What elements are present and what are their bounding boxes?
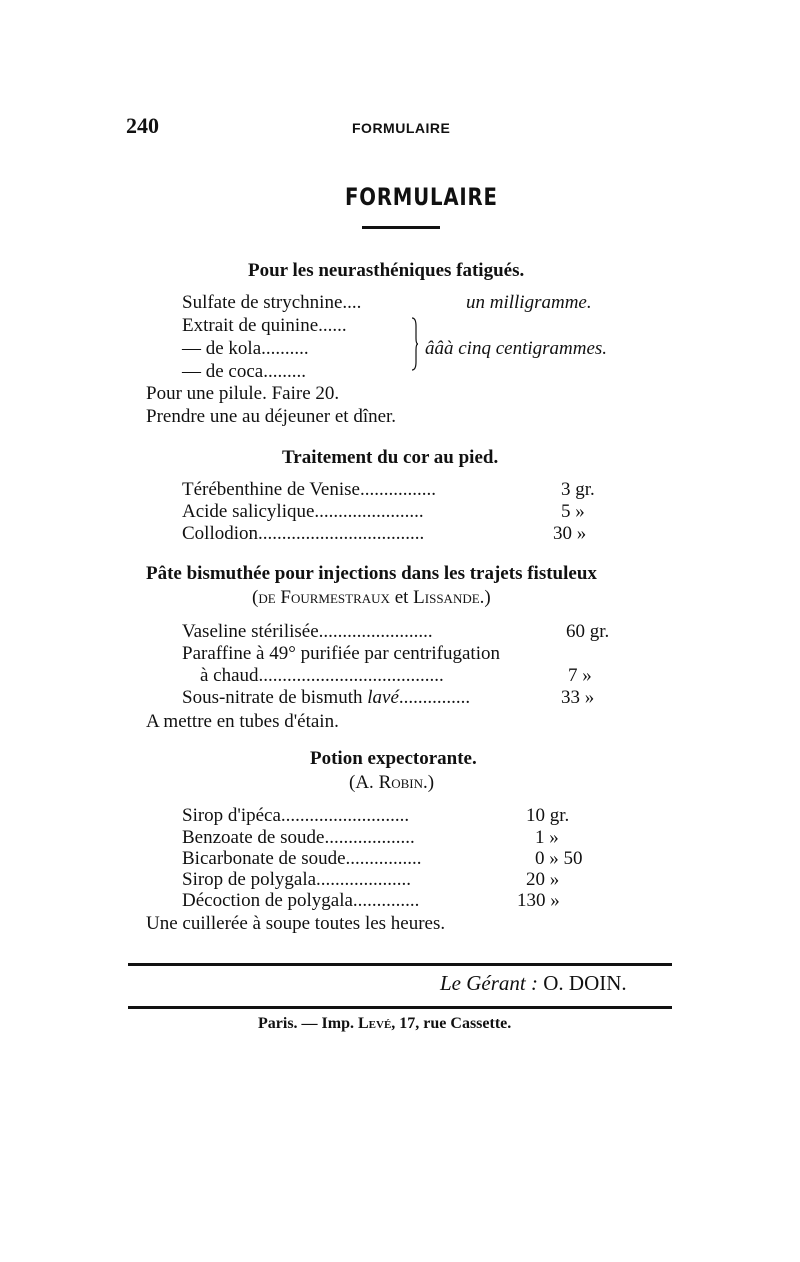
recipe-item-qty: 33 » (561, 687, 595, 708)
page-number: 240 (126, 113, 159, 138)
recipe-item-name: Extrait de quinine...... (182, 315, 347, 336)
recipe-item-qty: 10 gr. (526, 805, 570, 826)
recipe-note: Pour une pilule. Faire 20. (146, 383, 340, 404)
section-heading-potion: Potion expectorante. (310, 748, 477, 769)
section-heading-pate: Pâte bismuthée pour injections dans les trajets fistuleux (146, 563, 597, 584)
recipe-item-qty: ââà cinq centigrammes. (425, 338, 608, 359)
recipe-item-qty: un milligramme. (466, 292, 592, 313)
title-rule (362, 226, 440, 229)
imprint-footer: Paris. — Imp. Levé, 17, rue Cassette. (258, 1015, 512, 1032)
recipe-item-name: Sirop d'ipéca........................... (182, 805, 410, 826)
recipe-item-name: à chaud....................................... (200, 665, 444, 686)
divider-rule (128, 1006, 672, 1009)
recipe-item-qty: 60 gr. (566, 621, 610, 642)
recipe-item-name: Paraffine à 49° purifiée par centrifugation (182, 643, 500, 664)
recipe-item-qty: 130 » (517, 890, 560, 911)
recipe-item-name: — de coca......... (182, 361, 306, 382)
recipe-item-name: Acide salicylique....................... (182, 501, 424, 522)
recipe-item-name: Sulfate de strychnine.... (182, 292, 362, 313)
section-heading-cor: Traitement du cor au pied. (282, 447, 499, 468)
recipe-item-name: Térébenthine de Venise................ (182, 479, 436, 500)
recipe-note: Une cuillerée à soupe toutes les heures. (146, 913, 446, 934)
recipe-note: A mettre en tubes d'étain. (146, 711, 339, 732)
recipe-item-qty: 5 » (561, 501, 585, 522)
recipe-item-name: Collodion................................... (182, 523, 425, 544)
recipe-item-name: Benzoate de soude................... (182, 827, 415, 848)
section-heading-neurasthenic: Pour les neurasthéniques fatigués. (248, 260, 525, 281)
recipe-item-name: Sous-nitrate de bismuth lavé............... (182, 687, 471, 708)
recipe-item-name: Bicarbonate de soude................ (182, 848, 422, 869)
recipe-item-qty: 1 » (535, 827, 559, 848)
section-authors: (de Fourmestraux et Lissande.) (252, 587, 491, 608)
running-title: FORMULAIRE (352, 120, 451, 136)
recipe-item-qty: 30 » (553, 523, 587, 544)
brace-icon (410, 316, 418, 372)
recipe-item-name: Sirop de polygala.................... (182, 869, 412, 890)
recipe-note: Prendre une au déjeuner et dîner. (146, 406, 397, 427)
page-title: FORMULAIRE (345, 183, 498, 211)
divider-rule (128, 963, 672, 966)
recipe-item-qty: 7 » (568, 665, 592, 686)
recipe-item-qty: 3 gr. (561, 479, 595, 500)
recipe-item-name: Vaseline stérilisée........................ (182, 621, 433, 642)
section-authors: (A. Robin.) (349, 772, 435, 793)
recipe-item-qty: 20 » (526, 869, 560, 890)
recipe-item-qty: 0 » 50 (535, 848, 583, 869)
recipe-item-name: — de kola.......... (182, 338, 309, 359)
recipe-item-name: Décoction de polygala.............. (182, 890, 420, 911)
signature: Le Gérant : O. DOIN. (440, 971, 627, 995)
